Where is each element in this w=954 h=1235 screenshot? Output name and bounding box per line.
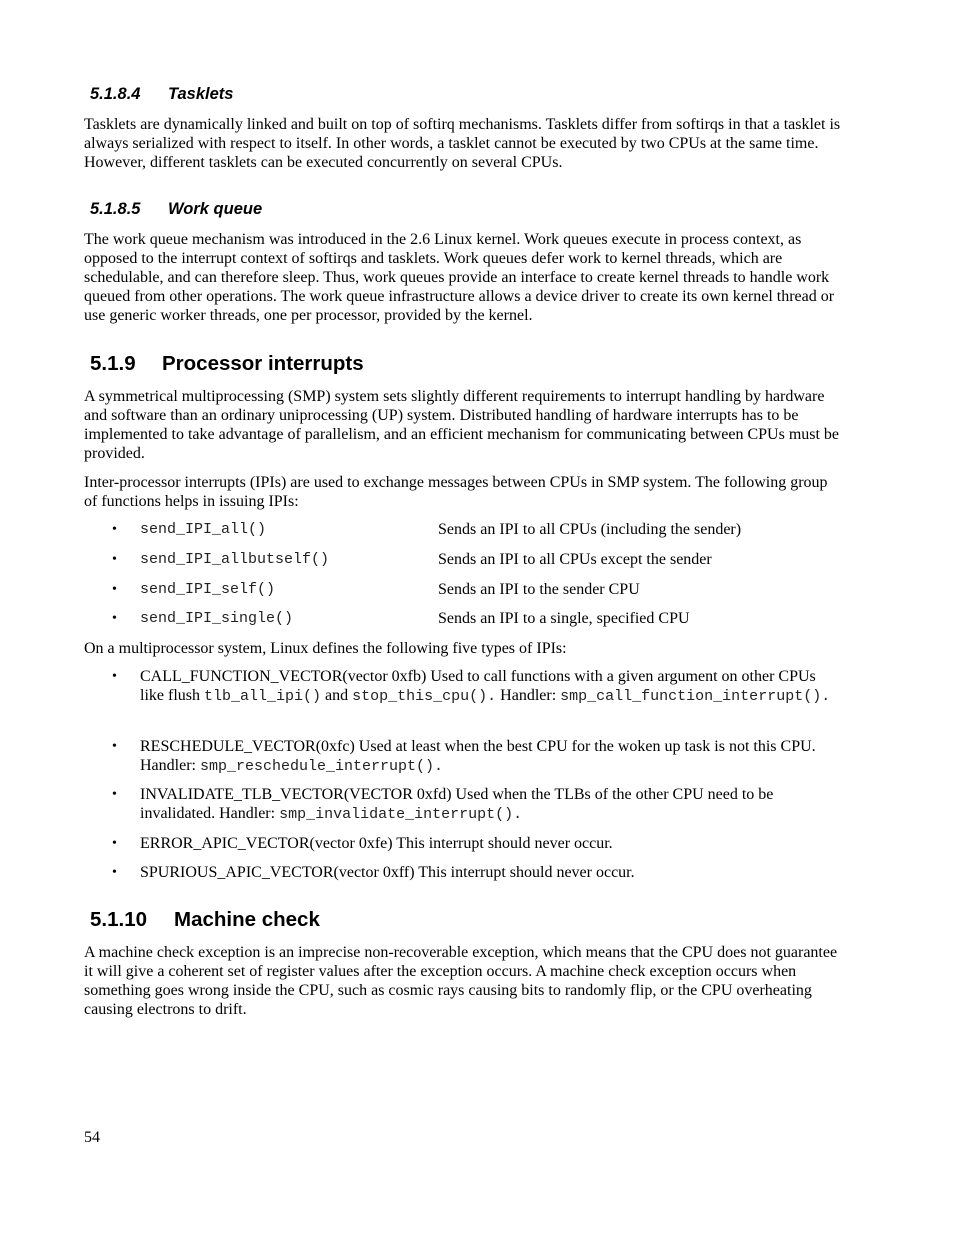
smp-intro-paragraph: A symmetrical multiprocessing (SMP) system sets slightly different requirements to interrupt handling by hardware and software than an ordinary uniprocessing (UP) system. Distributed handling of hardware interrupts has to be implemented to take advantage of parallelism, and an efficient mechanism for communicating between CPUs must be provided. — [84, 388, 840, 462]
machine-check-paragraph: A machine check exception is an imprecise non-recoverable exception, which means that the CPU does not guarantee it will give a coherent set of register values after the exception occurs. A machine check exception occurs when something goes wrong inside the CPU, such as cosmic rays causing bits to randomly flip, or the CPU overheating causing electrons to drift. — [84, 944, 838, 1018]
function-description: Sends an IPI to the sender CPU — [438, 581, 640, 598]
heading-number: 5.1.9 — [90, 352, 136, 375]
vector-text: INVALIDATE_TLB_VECTOR(VECTOR 0xfd) Used when the TLBs of the other CPU need to be invalidated. Handler: — [140, 786, 774, 822]
code-inline: tlb_all_ipi() — [204, 688, 322, 705]
tasklets-paragraph: Tasklets are dynamically linked and built on top of softirq mechanisms. Tasklets differ from softirqs in that a tasklet is always serialized with respect to itself. In other words, a tasklet cannot be executed by two CPUs at the same time. However, different tasklets can be executed concurrently on several CPUs. — [84, 116, 841, 171]
function-name: send_IPI_self() — [140, 581, 276, 598]
heading-title: Work queue — [168, 200, 263, 218]
function-name: send_IPI_allbutself() — [140, 551, 330, 568]
ipi-intro-paragraph: Inter-processor interrupts (IPIs) are used to exchange messages between CPUs in SMP system. The following group of functions helps in issuing IPIs: — [84, 474, 828, 510]
list-item — [0, 520, 954, 540]
heading-tasklets — [90, 85, 233, 104]
function-description: Sends an IPI to all CPUs (including the sender) — [438, 521, 742, 538]
heading-machine-check — [90, 908, 320, 932]
heading-title: Machine check — [174, 908, 320, 931]
list-item-spurious-apic-vector: SPURIOUS_APIC_VECTOR(vector 0xff) This interrupt should never occur. — [140, 864, 635, 881]
function-description: Sends an IPI to all CPUs except the sender — [438, 551, 712, 568]
vector-text: RESCHEDULE_VECTOR(0xfc) Used at least when the best CPU for the woken up task is not this CPU. Handler: — [140, 738, 816, 774]
bullet-icon: • — [112, 787, 117, 802]
bullet-icon: • — [112, 836, 117, 851]
heading-title: Tasklets — [168, 85, 234, 103]
bullet-icon: • — [112, 522, 117, 537]
vector-text: Handler: — [496, 687, 561, 704]
code-inline: stop_this_cpu(). — [352, 688, 497, 705]
heading-title: Processor interrupts — [162, 352, 364, 375]
bullet-icon: • — [112, 552, 117, 567]
handler-code: smp_invalidate_interrupt(). — [279, 806, 523, 823]
heading-work-queue — [90, 200, 262, 219]
heading-number: 5.1.8.5 — [90, 200, 141, 218]
function-description: Sends an IPI to a single, specified CPU — [438, 610, 690, 627]
heading-number: 5.1.10 — [90, 908, 147, 931]
bullet-icon: • — [112, 739, 117, 754]
page-number: 54 — [84, 1129, 100, 1146]
vector-text: CALL_FUNCTION_VECTOR(vector 0xfb) Used to call functions with a given argument on other CPUs like flush — [140, 668, 816, 704]
bullet-icon: • — [112, 582, 117, 597]
bullet-icon: • — [112, 865, 117, 880]
list-item — [0, 550, 954, 570]
vector-text: and — [321, 687, 353, 704]
work-queue-paragraph: The work queue mechanism was introduced in the 2.6 Linux kernel. Work queues execute in process context, as opposed to the interrupt context of softirqs and tasklets. Work queues defer work to kernel threads, which are schedulable, and can therefore sleep. Thus, work queues provide an interface to create kernel threads to handle work queued from other operations. The work queue infrastructure allows a device driver to create its own kernel thread or use generic worker threads, one per processor, provided by the kernel. — [84, 231, 835, 324]
ipi-types-intro: On a multiprocessor system, Linux defines the following five types of IPIs: — [84, 640, 567, 657]
heading-number: 5.1.8.4 — [90, 85, 141, 103]
bullet-icon: • — [112, 611, 117, 626]
function-name: send_IPI_all() — [140, 521, 267, 538]
function-name: send_IPI_single() — [140, 610, 294, 627]
list-item-reschedule-vector — [140, 737, 840, 776]
handler-code: smp_call_function_interrupt(). — [560, 688, 831, 705]
list-item — [0, 609, 954, 629]
list-item-call-function-vector — [140, 667, 840, 706]
list-item-invalidate-tlb-vector — [140, 785, 840, 824]
bullet-icon: • — [112, 669, 117, 684]
heading-processor-interrupts — [90, 352, 364, 376]
list-item-error-apic-vector: ERROR_APIC_VECTOR(vector 0xfe) This interrupt should never occur. — [140, 835, 613, 852]
list-item — [0, 580, 954, 600]
handler-code: smp_reschedule_interrupt(). — [199, 758, 444, 775]
